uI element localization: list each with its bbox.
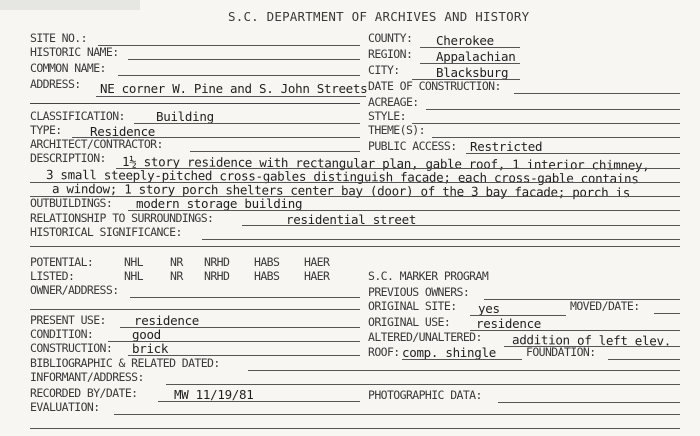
address-value: NE corner W. Pine and S. John Streets (100, 81, 368, 96)
moved-date-label: MOVED/DATE: (570, 299, 640, 313)
original-use-label: ORIGINAL USE: (368, 315, 451, 329)
present-use-value: residence (134, 313, 200, 328)
outbuildings-value: modern storage building (136, 196, 303, 211)
historic-name-label: HISTORIC NAME: (30, 45, 119, 59)
description-line-3: a window; 1 story porch shelters center bay (door) of the 3 bay facade; porch is (51, 181, 631, 201)
listed-nr: NR (170, 269, 183, 283)
outbuildings-label: OUTBUILDINGS: (30, 196, 113, 210)
site-no-label: SITE NO.: (30, 31, 87, 45)
roof-label: ROOF: (368, 345, 400, 359)
potential-label: POTENTIAL: (30, 255, 94, 269)
description-line-2: 3 small steeply-pitched cross-gables distinguish facade; each cross-gable contains (45, 167, 639, 187)
style-line (412, 123, 680, 124)
acreage-line (426, 109, 680, 110)
county-line (420, 47, 520, 48)
roof-line (402, 359, 522, 360)
county-value: Cherokee (436, 33, 494, 48)
altered-value: addition of left elev. (511, 332, 672, 349)
owner-extra-line (30, 309, 360, 310)
county-label: COUNTY: (368, 31, 413, 45)
region-value: Appalachian (436, 49, 516, 64)
original-use-line (470, 330, 680, 331)
description-line-1: 1½ story residence with rectangular plan, gable roof, 1 interior chimney, (121, 154, 650, 173)
architect-label: ARCHITECT/CONTRACTOR: (30, 137, 163, 151)
style-label: STYLE: (368, 109, 406, 123)
historic-name-line (128, 59, 360, 60)
owner-address-label: OWNER/ADDRESS: (30, 283, 119, 297)
historical-significance-line (202, 239, 680, 240)
type-value: Residence (90, 124, 156, 139)
altered-label: ALTERED/UNALTERED: (368, 330, 482, 344)
public-access-value: Restricted (470, 139, 543, 154)
city-label: CITY: (368, 63, 400, 77)
theme-label: THEME(S): (368, 123, 425, 137)
listed-nhl: NHL (124, 269, 143, 283)
foundation-line (608, 359, 680, 360)
owner-address-line (130, 297, 360, 298)
informant-label: INFORMANT/ADDRESS: (30, 370, 144, 384)
city-value: Blacksburg (436, 65, 509, 80)
condition-label: CONDITION: (30, 327, 94, 341)
photographic-data-label: PHOTOGRAPHIC DATA: (368, 388, 482, 402)
listed-nrhd: NRHD (204, 269, 230, 283)
original-site-label: ORIGINAL SITE: (368, 299, 457, 313)
region-line (420, 63, 520, 64)
sc-marker-label: S.C. MARKER PROGRAM (368, 269, 489, 283)
bibliographic-label: BIBLIOGRAPHIC & RELATED DATED: (30, 356, 220, 370)
acreage-label: ACREAGE: (368, 95, 419, 109)
construction-value: brick (132, 341, 169, 356)
public-access-line (466, 153, 680, 154)
section-divider (30, 103, 360, 104)
date-construction-line (514, 93, 680, 94)
original-site-value: yes (478, 301, 500, 316)
moved-date-line (654, 313, 680, 314)
potential-nr: NR (170, 255, 183, 269)
site-no-line (98, 45, 360, 46)
blank-line (30, 246, 680, 247)
common-name-label: COMMON NAME: (30, 61, 106, 75)
listed-label: LISTED: (30, 269, 75, 283)
type-label: TYPE: (30, 123, 62, 137)
recorded-by-line (158, 401, 360, 402)
classification-line (134, 123, 360, 124)
potential-nrhd: NRHD (204, 255, 230, 269)
relationship-line (242, 225, 680, 226)
address-label: ADDRESS: (30, 77, 81, 91)
description-underline-3 (30, 196, 680, 197)
informant-line (166, 384, 680, 385)
scan-artifact (0, 0, 140, 10)
evaluation-line-2 (30, 428, 680, 429)
foundation-label: FOUNDATION: (526, 345, 596, 359)
listed-habs: HABS (254, 269, 280, 283)
construction-label: CONSTRUCTION: (30, 341, 113, 355)
relationship-label: RELATIONSHIP TO SURROUNDINGS: (30, 211, 214, 225)
evaluation-line (114, 414, 680, 415)
bibliographic-line (248, 370, 680, 371)
theme-line (432, 137, 680, 138)
date-construction-label: DATE OF CONSTRUCTION: (368, 79, 501, 93)
present-use-label: PRESENT USE: (30, 313, 106, 327)
listed-haer: HAER (304, 269, 330, 283)
roof-value: comp. shingle (402, 345, 496, 360)
description-label: DESCRIPTION: (30, 151, 106, 165)
common-name-line (118, 75, 360, 76)
previous-owners-label: PREVIOUS OWNERS: (368, 285, 470, 299)
potential-habs: HABS (254, 255, 280, 269)
form-header: S.C. DEPARTMENT OF ARCHIVES AND HISTORY (228, 9, 530, 24)
region-label: REGION: (368, 47, 413, 61)
classification-label: CLASSIFICATION: (30, 109, 125, 123)
relationship-value: residential street (286, 212, 417, 227)
historical-significance-label: HISTORICAL SIGNIFICANCE: (30, 225, 182, 239)
public-access-label: PUBLIC ACCESS: (368, 139, 457, 153)
condition-value: good (132, 327, 161, 342)
potential-nhl: NHL (124, 255, 143, 269)
architect-line (190, 151, 360, 152)
original-use-value: residence (476, 316, 542, 331)
recorded-by-value: MW 11/19/81 (174, 387, 254, 402)
recorded-by-label: RECORDED BY/DATE: (30, 386, 138, 400)
photographic-data-line (498, 402, 680, 403)
address-line (96, 96, 366, 97)
evaluation-label: EVALUATION: (30, 400, 100, 414)
potential-haer: HAER (304, 255, 330, 269)
classification-value: Building (156, 109, 214, 124)
